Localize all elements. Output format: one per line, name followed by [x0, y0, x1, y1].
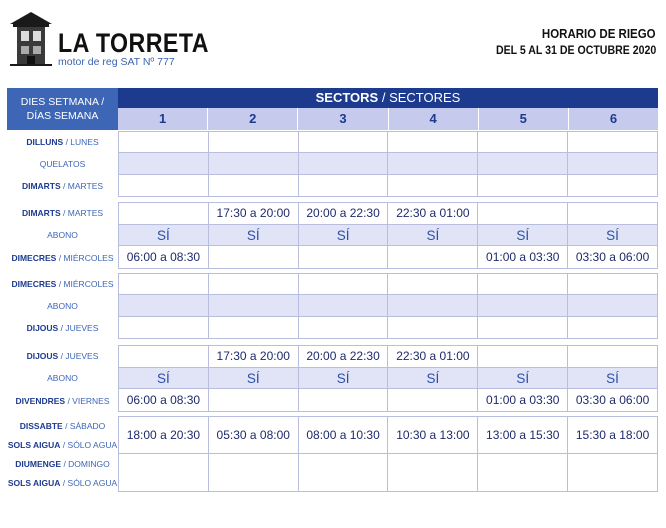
day-label: [7, 478, 118, 488]
schedule-cell-sector-4: 22:30 a 01:00: [387, 203, 477, 225]
schedule-cell-sector-4: [387, 175, 477, 196]
schedule-cell-sector-3: [298, 295, 388, 316]
day-label: [7, 440, 118, 450]
sector-number-row: [118, 108, 658, 130]
day-label-separator: /: [61, 458, 69, 469]
schedule-block-5: [7, 416, 658, 492]
table-row: [118, 225, 658, 247]
day-label-spanish: ABONO: [47, 301, 78, 311]
schedule-cell-sector-3: [298, 274, 388, 295]
day-label: [7, 230, 118, 240]
schedule-cell-sector-6: 03:30 a 06:00: [567, 389, 658, 411]
schedule-cell-sector-2: 17:30 a 20:00: [208, 346, 298, 368]
day-label: [7, 208, 118, 218]
schedule-cell-sector-1: [118, 274, 208, 295]
schedule-cell-sector-4: [387, 274, 477, 295]
day-label-separator: /: [60, 439, 68, 450]
schedule-cell-sector-4: 22:30 a 01:00: [387, 346, 477, 368]
schedule-cell-sector-4: [387, 389, 477, 411]
schedule-cell-sector-3: 20:00 a 22:30: [298, 203, 388, 225]
schedule-cell-sector-5: 13:00 a 15:30: [477, 417, 567, 454]
page-header: [0, 0, 666, 80]
schedule-cell-sector-4: 10:30 a 13:00: [387, 417, 477, 454]
day-labels: [7, 416, 118, 492]
schedule-cell-sector-4: [387, 246, 477, 268]
schedule-cell-sector-5: [477, 175, 567, 196]
day-label-spanish: MIÉRCOLES: [63, 279, 114, 289]
schedule-cell-sector-1: [118, 454, 208, 491]
schedule-grid: [118, 273, 658, 339]
day-labels: [7, 131, 118, 197]
schedule-cell-sector-2: SÍ: [208, 368, 298, 390]
day-label-spanish: SÓLO AGUA: [67, 439, 118, 450]
day-label-catalan: DIVENDRES: [15, 395, 66, 406]
tower-logo-icon: [8, 10, 54, 66]
table-row: [118, 368, 658, 390]
schedule-cell-sector-1: 06:00 a 08:30: [118, 389, 208, 411]
day-label-separator: /: [63, 137, 71, 147]
days-column-header: [7, 88, 118, 130]
schedule-cell-sector-3: [298, 317, 388, 338]
day-label: [7, 181, 118, 191]
schedule-cell-sector-1: SÍ: [118, 225, 208, 247]
schedule-cell-sector-2: [208, 454, 298, 491]
schedule-cell-sector-2: 17:30 a 20:00: [208, 203, 298, 225]
day-label-catalan: DIJOUS: [26, 351, 59, 362]
day-label-catalan: DILLUNS: [26, 137, 64, 147]
day-label-spanish: DOMINGO: [68, 458, 110, 469]
schedule-cell-sector-6: [567, 317, 658, 338]
day-label-catalan: SOLS AIGUA: [7, 439, 61, 450]
schedule-block-2: [7, 202, 658, 269]
day-label-catalan: SOLS AIGUA: [7, 477, 61, 488]
day-label-catalan: DIMECRES: [11, 252, 57, 263]
schedule-cell-sector-5: [477, 295, 567, 316]
sectors-header-separator: /: [378, 90, 390, 105]
schedule-cell-sector-3: SÍ: [298, 368, 388, 390]
table-row: [118, 153, 658, 174]
schedule-cell-sector-2: [208, 317, 298, 338]
day-label: [7, 351, 118, 361]
schedule-block-1: [7, 131, 658, 197]
schedule-cell-sector-5: 01:00 a 03:30: [477, 246, 567, 268]
schedule-cell-sector-1: [118, 153, 208, 174]
sectors-header-spanish: SECTORES: [389, 90, 461, 105]
schedule-cell-sector-2: SÍ: [208, 225, 298, 247]
day-label-spanish: MARTES: [67, 181, 104, 191]
schedule-cell-sector-6: [567, 454, 658, 491]
day-label-separator: /: [58, 323, 66, 333]
days-header-catalan: DIES SETMANA /: [20, 96, 105, 108]
schedule-cell-sector-2: [208, 389, 298, 411]
schedule-cell-sector-1: [118, 317, 208, 338]
day-label: [7, 279, 118, 289]
table-row: [118, 417, 658, 454]
day-label-catalan: DIMARTS: [21, 181, 61, 191]
schedule-cell-sector-6: [567, 274, 658, 295]
schedule-cell-sector-3: [298, 246, 388, 268]
day-label-catalan: DIMECRES: [11, 279, 57, 289]
schedule-grid: [118, 345, 658, 412]
schedule-cell-sector-5: [477, 454, 567, 491]
schedule-cell-sector-2: [208, 274, 298, 295]
schedule-cell-sector-4: SÍ: [387, 368, 477, 390]
day-label-separator: /: [60, 477, 68, 488]
day-label-catalan: DISSABTE: [19, 420, 63, 431]
days-header-spanish: DÍAS SEMANA: [26, 110, 99, 122]
sector-number-2: 2: [207, 108, 297, 130]
sector-number-6: 6: [568, 108, 658, 130]
schedule-cell-sector-3: [298, 454, 388, 491]
schedule-cell-sector-3: [298, 389, 388, 411]
day-labels: [7, 345, 118, 412]
schedule-cell-sector-4: [387, 153, 477, 174]
day-label: [7, 137, 118, 147]
schedule-cell-sector-5: [477, 203, 567, 225]
schedule-cell-sector-6: [567, 153, 658, 174]
schedule-cell-sector-6: [567, 132, 658, 153]
schedule-cell-sector-6: SÍ: [567, 225, 658, 247]
schedule-cell-sector-2: 05:30 a 08:00: [208, 417, 298, 454]
sector-number-4: 4: [388, 108, 478, 130]
schedule-cell-sector-1: [118, 203, 208, 225]
schedule-cell-sector-5: [477, 274, 567, 295]
table-row: [118, 203, 658, 225]
sectors-header: [118, 88, 658, 108]
schedule-grid: [118, 202, 658, 269]
schedule-cell-sector-2: [208, 132, 298, 153]
schedule-cell-sector-5: SÍ: [477, 225, 567, 247]
page-subtitle: DEL 5 AL 31 DE OCTUBRE 2020: [495, 45, 656, 57]
day-label-spanish: SÓLO AGUA: [67, 477, 118, 488]
day-label-spanish: ABONO: [47, 373, 78, 384]
schedule-cell-sector-3: [298, 153, 388, 174]
table-row: [118, 274, 658, 295]
table-row: [118, 295, 658, 316]
day-label-spanish: QUELATOS: [39, 159, 86, 169]
schedule-cell-sector-1: [118, 346, 208, 368]
day-labels: [7, 202, 118, 269]
table-row: [118, 246, 658, 268]
schedule-cell-sector-6: [567, 346, 658, 368]
day-label-separator: /: [56, 279, 64, 289]
sector-number-1: 1: [118, 108, 207, 130]
schedule-cell-sector-5: [477, 153, 567, 174]
schedule-cell-sector-2: [208, 295, 298, 316]
brand-name: LA TORRETA: [58, 28, 209, 58]
schedule-cell-sector-1: SÍ: [118, 368, 208, 390]
day-label-separator: /: [60, 208, 68, 219]
schedule-cell-sector-4: [387, 295, 477, 316]
schedule-cell-sector-6: SÍ: [567, 368, 658, 390]
day-label-spanish: SÁBADO: [69, 420, 106, 431]
schedule-cell-sector-1: [118, 132, 208, 153]
schedule-cell-sector-3: [298, 175, 388, 196]
schedule-cell-sector-6: [567, 175, 658, 196]
schedule-cell-sector-1: [118, 175, 208, 196]
table-row: [118, 389, 658, 411]
schedule-cell-sector-4: [387, 132, 477, 153]
day-label-spanish: MIÉRCOLES: [63, 252, 114, 263]
day-label-spanish: VIERNES: [72, 395, 110, 406]
day-label-separator: /: [62, 420, 70, 431]
day-label-separator: /: [56, 252, 64, 263]
schedule-cell-sector-2: [208, 175, 298, 196]
schedule-cell-sector-2: [208, 153, 298, 174]
day-label: [7, 253, 118, 263]
schedule-cell-sector-5: [477, 346, 567, 368]
day-label-catalan: DIUMENGE: [15, 458, 62, 469]
schedule-cell-sector-5: [477, 132, 567, 153]
day-label-spanish: ABONO: [47, 230, 78, 241]
day-label-spanish: JUEVES: [65, 323, 99, 333]
day-label-separator: /: [65, 395, 73, 406]
schedule-cell-sector-2: [208, 246, 298, 268]
day-label: [7, 373, 118, 383]
schedule-cell-sector-3: 20:00 a 22:30: [298, 346, 388, 368]
day-label-separator: /: [60, 181, 68, 191]
schedule-cell-sector-5: SÍ: [477, 368, 567, 390]
day-label: [7, 159, 118, 169]
sectors-header-catalan: SECTORS: [315, 90, 379, 105]
schedule-cell-sector-4: [387, 454, 477, 491]
schedule-cell-sector-6: 15:30 a 18:00: [567, 417, 658, 454]
schedule-cell-sector-4: [387, 317, 477, 338]
schedule-cell-sector-6: [567, 295, 658, 316]
table-row: [118, 175, 658, 196]
schedule-block-3: [7, 273, 658, 339]
day-label: [7, 459, 118, 469]
day-label-spanish: MARTES: [67, 208, 104, 219]
page-title: HORARIO DE RIEGO: [542, 27, 656, 41]
table-row: [118, 132, 658, 153]
sector-number-5: 5: [478, 108, 568, 130]
table-row: [118, 317, 658, 338]
day-label-catalan: DIJOUS: [26, 323, 59, 333]
schedule-cell-sector-6: 03:30 a 06:00: [567, 246, 658, 268]
day-label: [7, 421, 118, 431]
sector-number-3: 3: [297, 108, 387, 130]
schedule-cell-sector-6: [567, 203, 658, 225]
schedule-cell-sector-5: 01:00 a 03:30: [477, 389, 567, 411]
day-label-spanish: JUEVES: [65, 351, 99, 362]
day-label-spanish: LUNES: [70, 137, 99, 147]
schedule-grid: [118, 416, 658, 492]
schedule-cell-sector-5: [477, 317, 567, 338]
schedule-cell-sector-1: 18:00 a 20:30: [118, 417, 208, 454]
day-labels: [7, 273, 118, 339]
schedule-cell-sector-1: 06:00 a 08:30: [118, 246, 208, 268]
schedule-grid: [118, 131, 658, 197]
schedule-block-4: [7, 345, 658, 412]
day-label-separator: /: [58, 351, 66, 362]
table-row: [118, 346, 658, 368]
schedule-cell-sector-1: [118, 295, 208, 316]
schedule-cell-sector-4: SÍ: [387, 225, 477, 247]
schedule-cell-sector-3: [298, 132, 388, 153]
schedule-cell-sector-3: 08:00 a 10:30: [298, 417, 388, 454]
brand-tagline: motor de reg SAT Nº 777: [58, 56, 175, 68]
table-row: [118, 454, 658, 491]
day-label: [7, 301, 118, 311]
day-label-catalan: DIMARTS: [21, 208, 61, 219]
schedule-cell-sector-3: SÍ: [298, 225, 388, 247]
day-label: [7, 323, 118, 333]
day-label: [7, 396, 118, 406]
